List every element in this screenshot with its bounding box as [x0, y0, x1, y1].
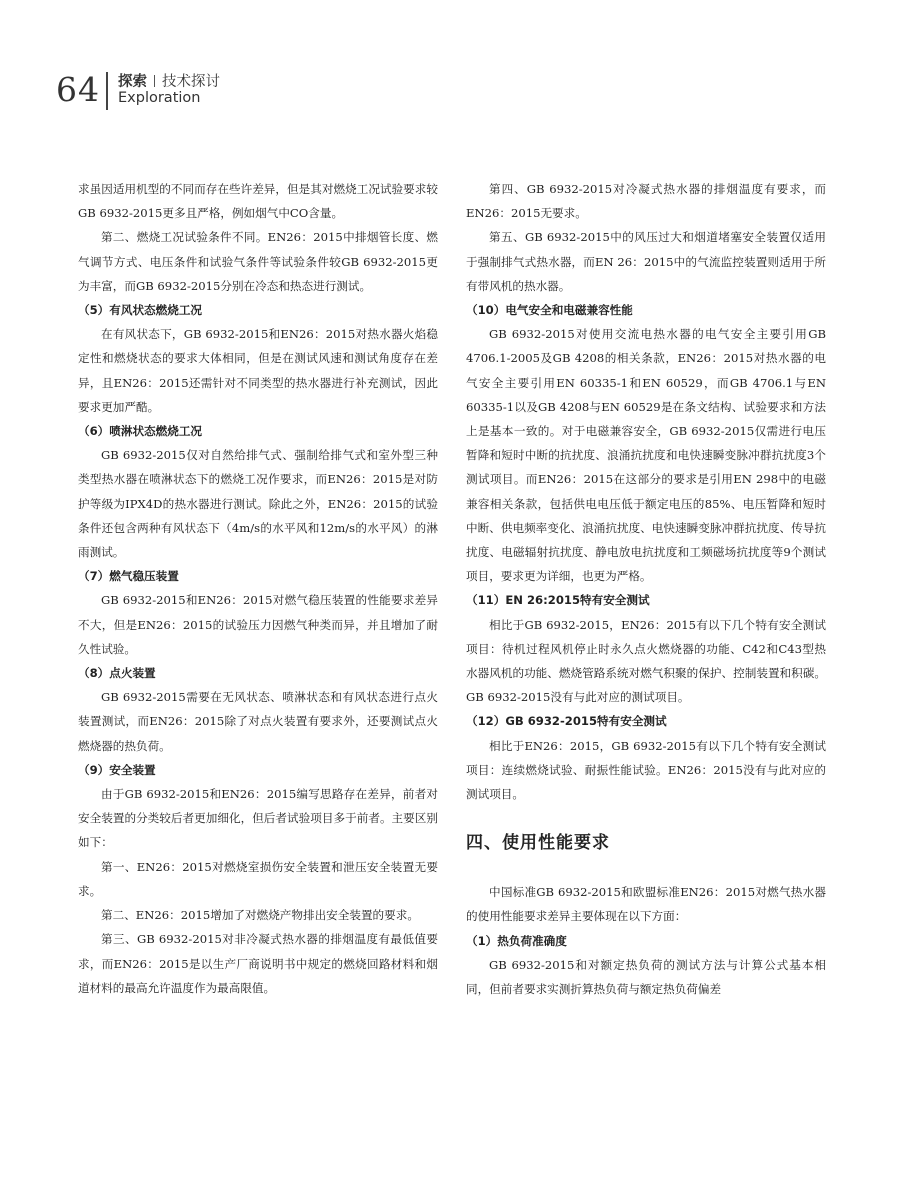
paragraph: 第一、EN26：2015对燃烧室损伤安全装置和泄压安全装置无要求。: [78, 859, 438, 898]
paragraph: GB 6932-2015仅对自然给排气式、强制给排气式和室外型三种类型热水器在喷淋状态下的燃烧工况作要求，而EN26：2015是对防护等级为IPX4D的热水器进行测试。除此之外，EN26：2015的试验条件还包含两种有风状态下（4m/s的水平风和12m/s的水平风）的淋雨测试。: [78, 448, 438, 560]
section-heading: 四、使用性能要求: [466, 833, 610, 854]
subheading-7: （7）燃气稳压装置: [78, 569, 179, 584]
section-name: 探索: [118, 74, 147, 90]
paragraph: 第三、GB 6932-2015对非冷凝式热水器的排烟温度有最低值要求，而EN26：2015是以生产厂商说明书中规定的燃烧回路材料和烟道材料的最高允许温度作为最高限值。: [78, 932, 438, 995]
subheading-11: （11）EN 26:2015特有安全测试: [466, 593, 650, 608]
left-column: [78, 177, 438, 1000]
subheading-5: （5）有风状态燃烧工况: [78, 303, 203, 318]
subheading-10: （10）电气安全和电磁兼容性能: [466, 303, 633, 318]
paragraph: 中国标准GB 6932-2015和欧盟标准EN26：2015对燃气热水器的使用性能要求差异主要体现在以下方面：: [466, 885, 826, 924]
paragraph: 相比于GB 6932-2015，EN26：2015有以下几个特有安全测试项目：待机过程风机停止时永久点火燃烧器的功能、C42和C43型热水器风机的功能、燃烧管路系统对燃气积聚的保护、控制装置和积碳。GB 6932-2015没有与此对应的测试项目。: [466, 617, 826, 705]
paragraph: 第二、燃烧工况试验条件不同。EN26：2015中排烟管长度、燃气调节方式、电压条件和试验气条件等试验条件较GB 6932-2015更为丰富，而GB 6932-2015分别在冷态和热态进行测试。: [78, 230, 438, 293]
subsection-name: 技术探讨: [162, 74, 220, 90]
paragraph: GB 6932-2015对使用交流电热水器的电气安全主要引用GB 4706.1-2005及GB 4208的相关条款，EN26：2015对热水器的电气安全主要引用EN 60335-1和EN 60529，而GB 4706.1与EN 60335-1以及GB 4208与EN 60529是在条文结构、试验要求和方法上是基本一致的。对于电磁兼容安全，GB 6932-2015仅需进行电压暂降和短时中断的抗扰度、浪涌抗扰度和电快速瞬变脉冲群抗扰度3个测试项目。而EN26：2015在这部分的要求是引用EN 298中的电磁兼容相关条款，包括供电电压低于额定电压的85%、电压暂降和短时中断、供电频率变化、浪涌抗扰度、电快速瞬变脉冲群抗扰度、传导抗扰度、电磁辐射抗扰度、静电放电抗扰度和工频磁场抗扰度等9个测试项目，要求更为详细，也更为严格。: [466, 327, 826, 584]
page-number: 64: [56, 70, 100, 109]
subheading-6: （6）喷淋状态燃烧工况: [78, 424, 203, 439]
header-divider: [106, 72, 108, 110]
paragraph: 第四、GB 6932-2015对冷凝式热水器的排烟温度有要求，而EN26：2015无要求。: [466, 182, 826, 221]
subheading-9: （9）安全装置: [78, 762, 156, 777]
paragraph: 第五、GB 6932-2015中的风压过大和烟道堵塞安全装置仅适用于强制排气式热水器，而EN 26：2015中的气流监控装置则适用于所有带风机的热水器。: [466, 230, 826, 293]
paragraph: 在有风状态下，GB 6932-2015和EN26：2015对热水器火焰稳定性和燃烧状态的要求大体相同，但是在测试风速和测试角度存在差异，且EN26：2015还需针对不同类型的热水器进行补充测试，因此要求更加严酷。: [78, 327, 438, 414]
section-separator: [154, 75, 155, 87]
section-title: [118, 70, 220, 91]
paragraph: 求虽因适用机型的不同而存在些许差异，但是其对燃烧工况试验要求较GB 6932-2015更多且严格，例如烟气中CO含量。: [78, 182, 438, 221]
subheading-8: （8）点火装置: [78, 666, 156, 681]
paragraph: GB 6932-2015和EN26：2015对燃气稳压装置的性能要求差异不大，但是EN26：2015的试验压力因燃气种类而异，并且增加了耐久性试验。: [78, 593, 438, 656]
subheading-12: （12）GB 6932-2015特有安全测试: [466, 714, 667, 729]
subheading-1: （1）热负荷准确度: [466, 933, 567, 948]
paragraph: GB 6932-2015和对额定热负荷的测试方法与计算公式基本相同，但前者要求实测折算热负荷与额定热负荷偏差: [466, 957, 826, 997]
paragraph: GB 6932-2015需要在无风状态、喷淋状态和有风状态进行点火装置测试，而EN26：2015除了对点火装置有要求外，还要测试点火燃烧器的热负荷。: [78, 690, 438, 753]
paragraph: 由于GB 6932-2015和EN26：2015编写思路存在差异，前者对安全装置的分类较后者更加细化，但后者试验项目多于前者。主要区别如下：: [78, 787, 438, 850]
paragraph: 相比于EN26：2015，GB 6932-2015有以下几个特有安全测试项目：连续燃烧试验、耐振性能试验。EN26：2015没有与此对应的测试项目。: [466, 738, 826, 802]
right-column: [466, 177, 826, 1001]
section-title-en: Exploration: [118, 90, 201, 106]
paragraph: 第二、EN26：2015增加了对燃烧产物排出安全装置的要求。: [101, 908, 419, 923]
